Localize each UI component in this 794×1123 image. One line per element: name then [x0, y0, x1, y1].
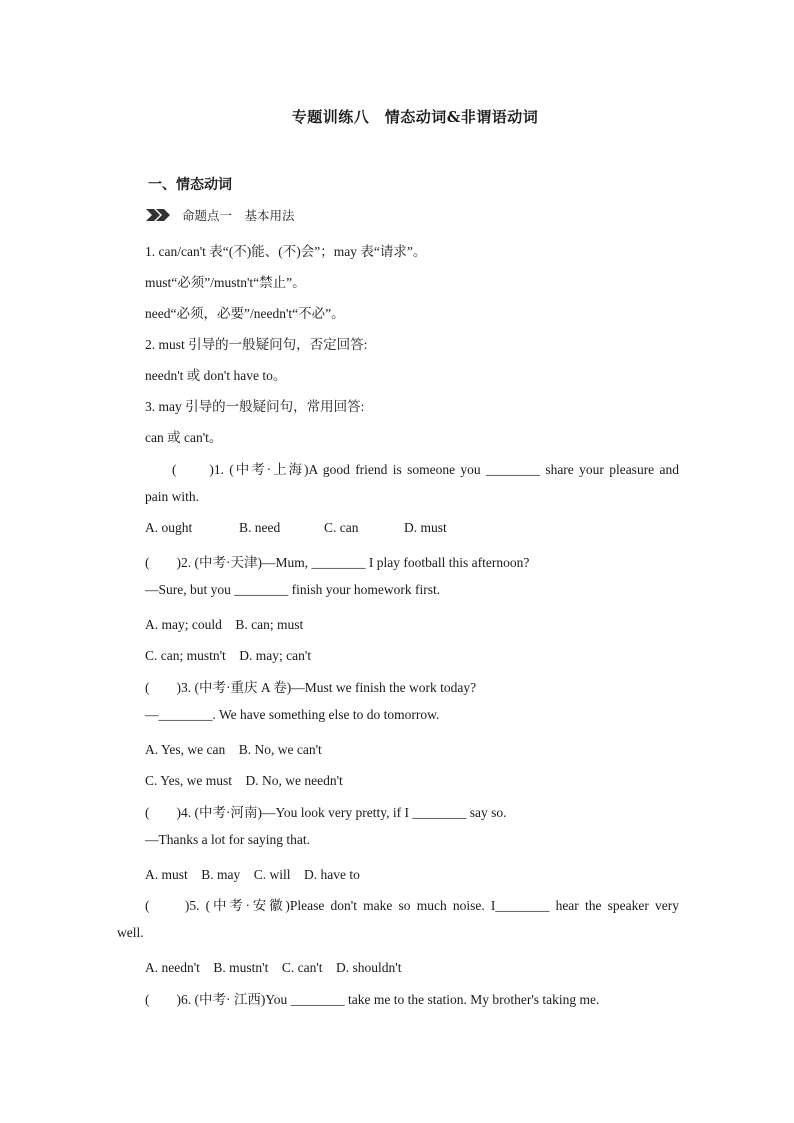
topic-heading — [146, 206, 295, 224]
note-line: needn't 或 don't have to。 — [145, 368, 287, 383]
note-line: 2. must 引导的一般疑问句，否定回答: — [145, 337, 368, 352]
answer-options: A. Yes, we can B. No, we can't — [145, 742, 322, 757]
double-chevron-icon — [146, 209, 172, 221]
answer-options: A. needn't B. mustn't C. can't D. shouldn't — [145, 960, 402, 975]
question-stem: ( )1. (中考·上海)A good friend is someone you ________ share your pleasure and — [172, 462, 679, 477]
answer-options: A. must B. may C. will D. have to — [145, 867, 360, 882]
answer-options: C. Yes, we must D. No, we needn't — [145, 773, 343, 788]
section-heading: 一、情态动词 — [148, 177, 232, 193]
question-reply: —________. We have something else to do tomorrow. — [145, 707, 440, 722]
option-b: B. need — [239, 520, 281, 535]
question-reply: —Sure, but you ________ finish your homework first. — [145, 582, 441, 597]
question-stem: ( )5. (中考·安徽)Please don't make so much noise. I________ hear the speaker very — [145, 898, 679, 913]
option-d: D. must — [404, 520, 447, 535]
note-line: must“必须”/mustn't“禁止”。 — [145, 275, 306, 290]
note-line: need“必须，必要”/needn't“不必”。 — [145, 306, 345, 321]
topic-label: 命题点一 基本用法 — [182, 208, 295, 223]
option-c: C. can — [324, 520, 359, 535]
answer-options: A. may; could B. can; must — [145, 617, 304, 632]
question-stem: ( )6. (中考· 江西)You ________ take me to the station. My brother's taking me. — [145, 992, 600, 1007]
option-a: A. ought — [145, 520, 193, 535]
note-line: can 或 can't。 — [145, 430, 223, 445]
question-stem: ( )3. (中考·重庆 A 卷)—Must we finish the work today? — [145, 680, 477, 695]
question-continuation: well. — [117, 925, 144, 940]
page-title: 专题训练八 情态动词&非谓语动词 — [291, 108, 539, 126]
note-line: 3. may 引导的一般疑问句，常用回答: — [145, 399, 365, 414]
question-reply: —Thanks a lot for saying that. — [145, 832, 310, 847]
note-line: 1. can/can't 表“(不)能、(不)会”；may 表“请求”。 — [145, 244, 427, 259]
question-stem: ( )2. (中考·天津)—Mum, ________ I play football this afternoon? — [145, 555, 530, 570]
question-stem: ( )4. (中考·河南)—You look very pretty, if I ________ say so. — [145, 805, 507, 820]
question-continuation: pain with. — [145, 489, 199, 504]
answer-options: C. can; mustn't D. may; can't — [145, 648, 312, 663]
answer-options — [145, 520, 447, 536]
